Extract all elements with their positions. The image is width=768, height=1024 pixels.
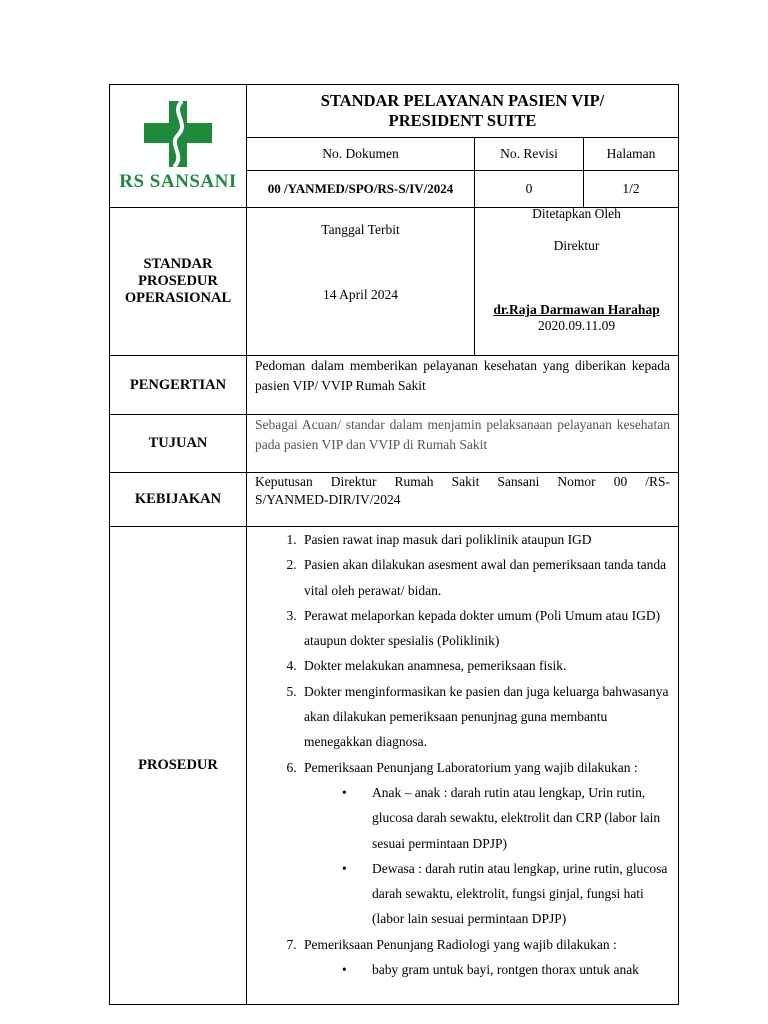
pengertian-label: PENGERTIAN	[110, 356, 247, 415]
no-revisi-label: No. Revisi	[475, 138, 584, 171]
no-dokumen-value: 00 /YANMED/SPO/RS-S/IV/2024	[247, 171, 475, 208]
title-line-2: PRESIDENT SUITE	[388, 111, 537, 130]
prosedur-step-1: 1. Pasien rawat inap masuk dari poliklinik ataupun IGD	[300, 527, 670, 552]
jabatan-label: Direktur	[553, 238, 600, 253]
spo-label-line-3: OPERASIONAL	[124, 290, 232, 306]
signer-id: 2020.09.11.09	[537, 318, 616, 333]
spo-label-line-1: STANDAR	[143, 256, 213, 272]
tanggal-terbit-cell	[247, 208, 475, 356]
spo-label-line-2: PROSEDUR	[138, 273, 218, 289]
prosedur-step-7	[300, 932, 670, 983]
kebijakan-text	[247, 473, 679, 527]
prosedur-content	[247, 527, 679, 1005]
prosedur-step-3: 3. Perawat melaporkan kepada dokter umum (Poli Umum atau IGD) ataupun dokter spesialis (Poliklinik)	[300, 603, 670, 654]
spo-table	[109, 84, 679, 1005]
no-revisi-value: 0	[475, 171, 584, 208]
title-line-1: STANDAR PELAYANAN PASIEN VIP/	[320, 91, 605, 110]
ditetapkan-cell	[475, 208, 679, 356]
prosedur-step-6	[300, 755, 670, 932]
kebijakan-label: KEBIJAKAN	[110, 473, 247, 527]
tujuan-text: Sebagai Acuan/ standar dalam menjamin pelaksanaan pelayanan kesehatan pada pasien VIP dan VVIP di Rumah Sakit	[247, 415, 679, 473]
spo-label	[110, 208, 247, 356]
prosedur-step-5: 5. Dokter menginformasikan ke pasien dan juga keluarga bahwasanya akan dilakukan pemeriksaan penunjnag guna membantu menegakkan diagnosa.	[300, 679, 670, 755]
prosedur-step-4: 4. Dokter melakukan anamnesa, pemeriksaan fisik.	[300, 653, 670, 678]
logo-cell	[110, 85, 247, 208]
document-title	[247, 85, 679, 138]
tanggal-terbit-value: 14 April 2024	[322, 287, 398, 302]
prosedur-step-6-text: Pemeriksaan Penunjang Laboratorium yang wajib dilakukan :	[304, 759, 638, 775]
ditetapkan-label: Ditetapkan Oleh	[532, 206, 621, 221]
halaman-value: 1/2	[584, 171, 679, 208]
green-cross-logo-icon	[142, 99, 214, 169]
tujuan-label: TUJUAN	[110, 415, 247, 473]
spo-document	[109, 84, 678, 1004]
no-dokumen-label: No. Dokumen	[247, 138, 475, 171]
kebijakan-line-2: S/YANMED-DIR/IV/2024	[255, 492, 401, 507]
kebijakan-line-1: Keputusan Direktur Rumah Sakit Sansani Nomor 00 /RS-	[255, 474, 671, 489]
signer-name: dr.Raja Darmawan Harahap	[493, 302, 660, 317]
prosedur-step-2: 2. Pasien akan dilakukan asesment awal dan pemeriksaan tanda tanda vital oleh perawat/ bidan.	[300, 552, 670, 603]
pengertian-text: Pedoman dalam memberikan pelayanan kesehatan yang diberikan kepada pasien VIP/ VVIP Rumah Sakit	[247, 356, 679, 415]
prosedur-step-6-sub-2: • Dewasa : darah rutin atau lengkap, urine rutin, glucosa darah sewaktu, elektrolit, fungsi ginjal, fungsi hati (labor lain sesuai permintaan DPJP)	[342, 856, 670, 932]
prosedur-step-7-text: Pemeriksaan Penunjang Radiologi yang wajib dilakukan :	[304, 936, 617, 952]
prosedur-step-6-sub-1: • Anak – anak : darah rutin atau lengkap, Urin rutin, glucosa darah sewaktu, elektrolit dan CRP (labor lain sesuai permintaan DPJP)	[342, 780, 670, 856]
prosedur-step-7-sub-1: • baby gram untuk bayi, rontgen thorax untuk anak	[342, 957, 670, 982]
halaman-label: Halaman	[584, 138, 679, 171]
hospital-name: RS SANSANI	[119, 171, 237, 192]
prosedur-steps	[247, 527, 678, 982]
prosedur-step-6-sublist	[304, 780, 670, 932]
prosedur-step-7-sublist	[304, 957, 670, 982]
prosedur-label: PROSEDUR	[110, 527, 247, 1005]
tanggal-terbit-label: Tanggal Terbit	[321, 222, 400, 237]
